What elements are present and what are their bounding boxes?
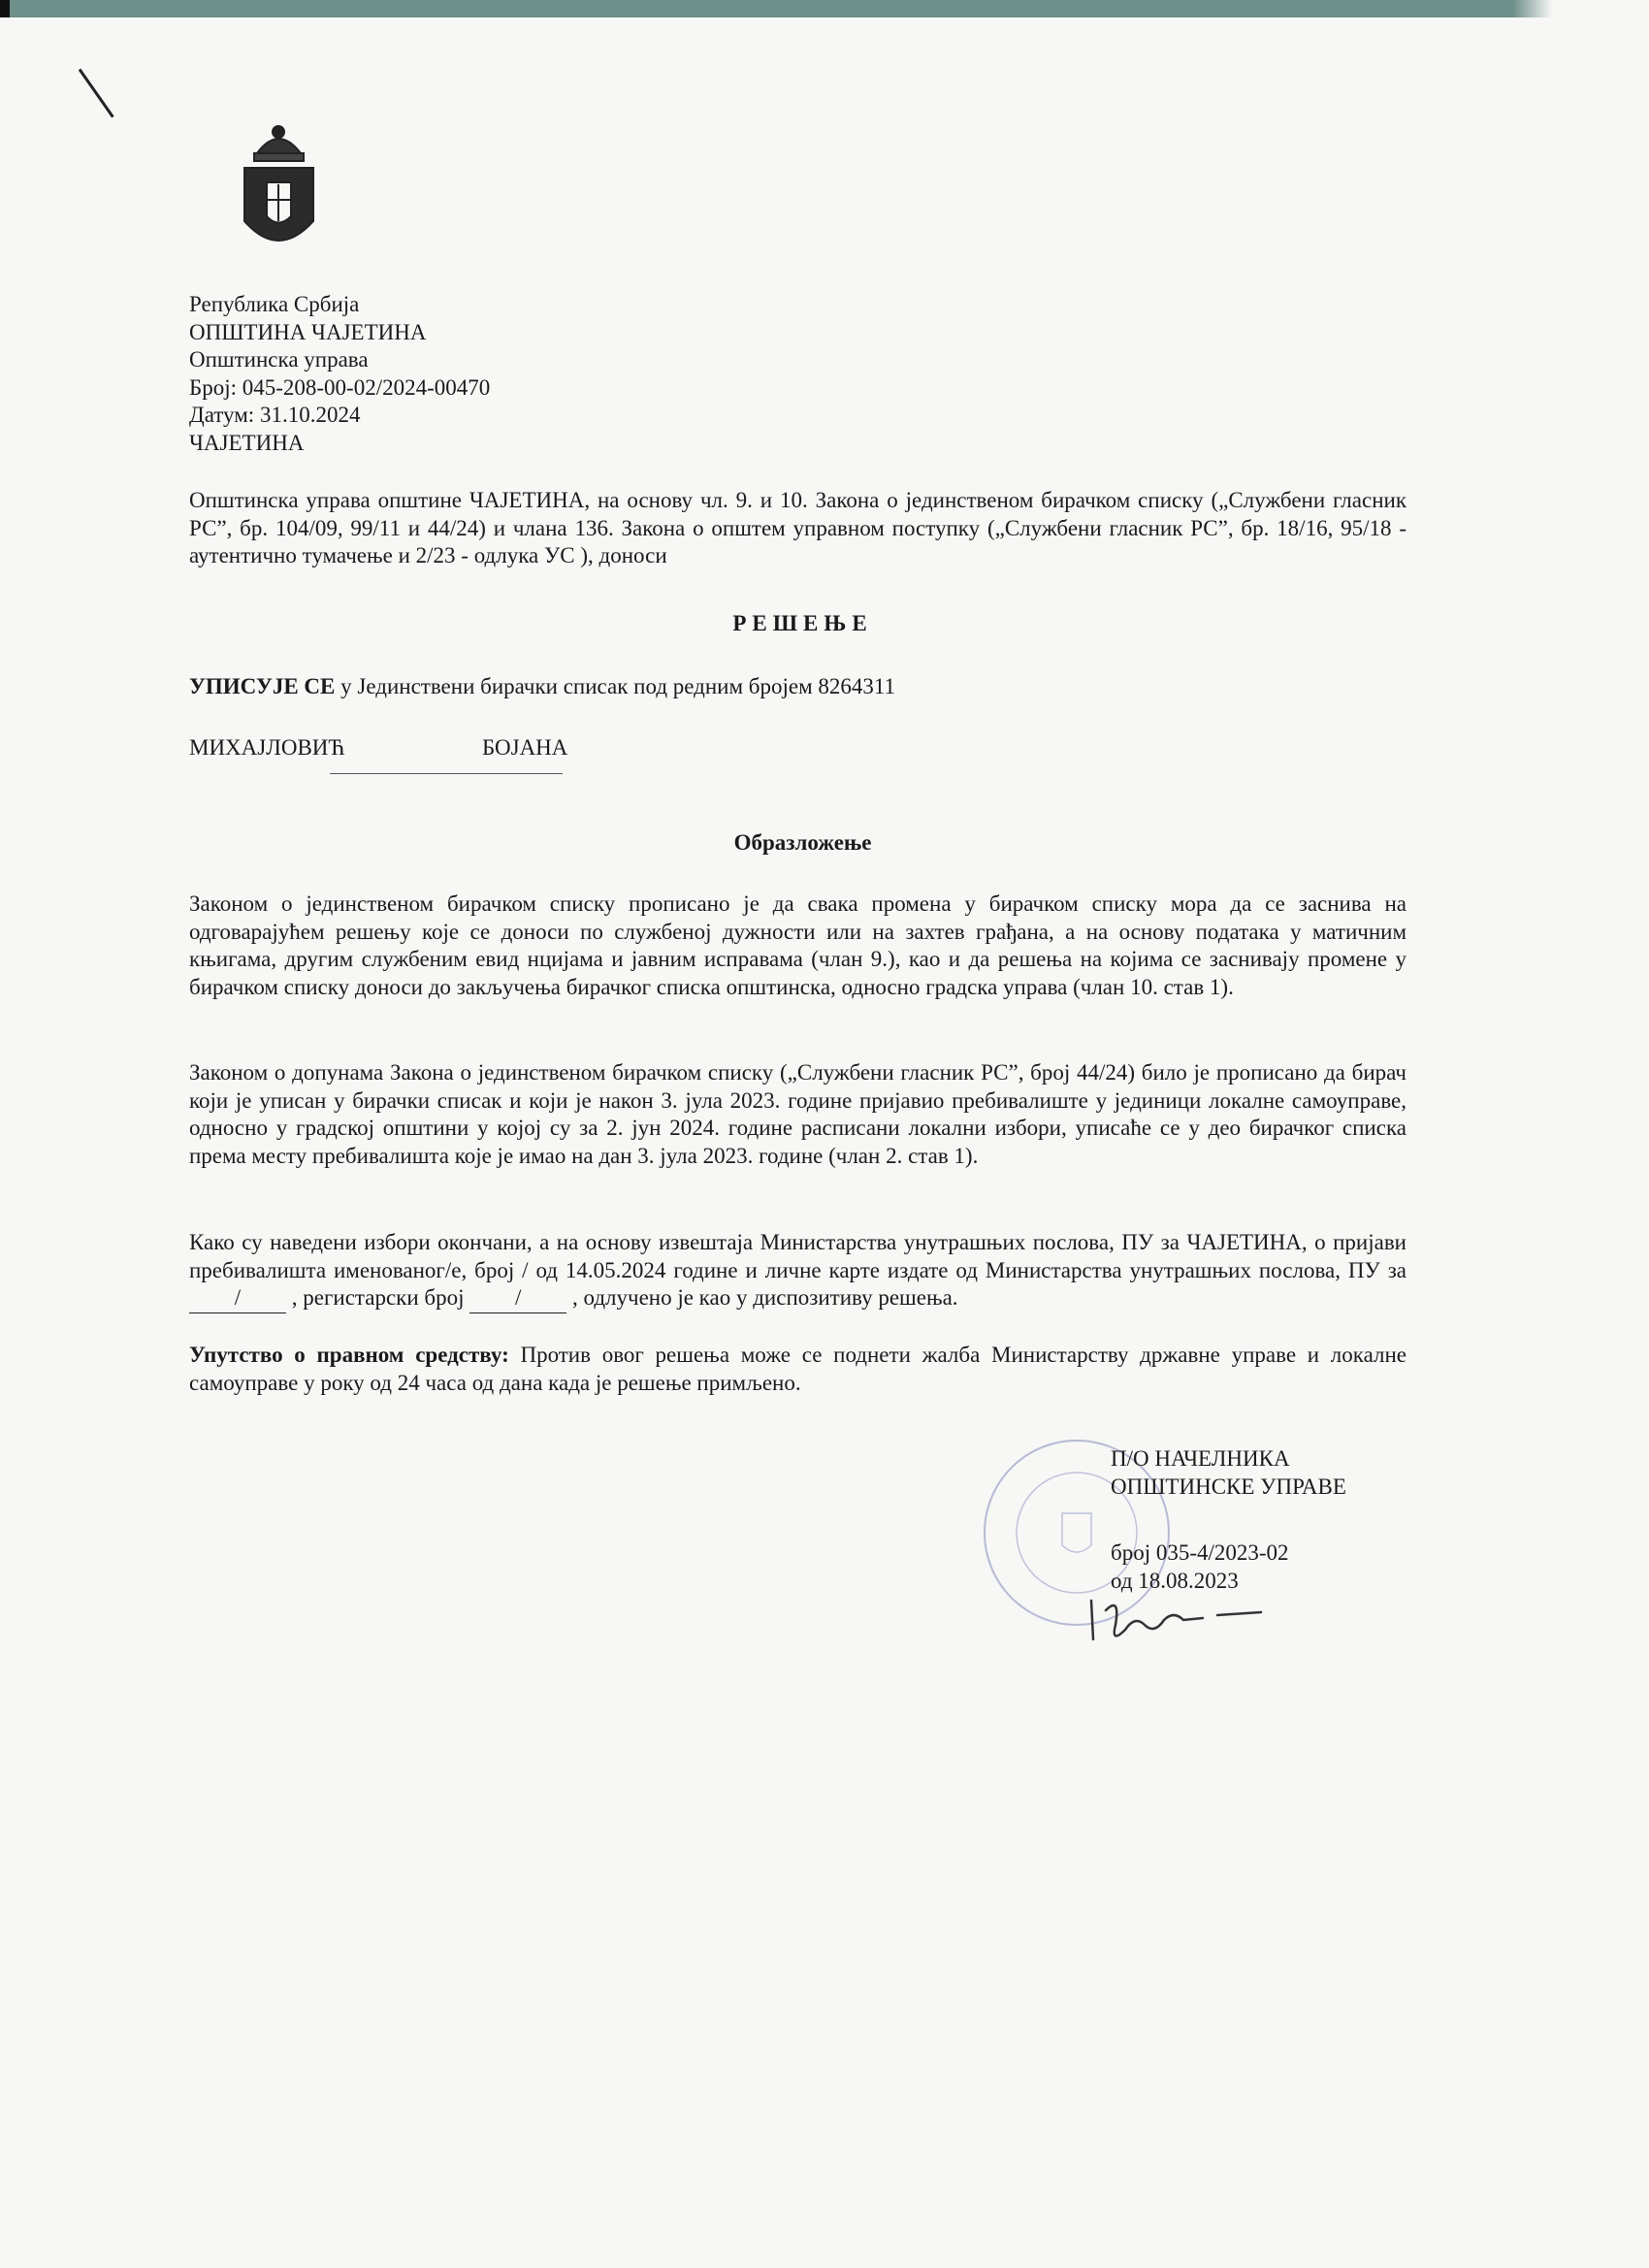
- enroll-statement: [189, 674, 895, 699]
- voter-name: [189, 735, 567, 761]
- header-block: [189, 291, 490, 457]
- legal-remedy-paragraph: [189, 1342, 1406, 1397]
- p3-part-a: Како су наведени избори окончани, а на основу извештаја Министарства унутрашњих послова, ПУ за ЧАЈЕТИНА, о пријави пребивалишта именованог/е, број / од 14.05.2024 године и личне карте издате од Министарства унутрашњих послова, ПУ за: [189, 1230, 1406, 1282]
- signatory-title-1: П/О НАЧЕЛНИКА: [1111, 1446, 1290, 1471]
- scan-mark: [79, 69, 114, 118]
- legal-remedy-label: Упутство о правном средству:: [189, 1343, 509, 1367]
- country-name: Република Србија: [189, 292, 360, 316]
- enroll-text: у Јединствени бирачки списак под редним бројем 8264311: [335, 674, 896, 698]
- enroll-bold: УПИСУЈЕ СЕ: [189, 674, 336, 698]
- reasoning-title: Образложење: [733, 830, 872, 855]
- p3-part-c: , одлучено је као у диспозитиву решења.: [566, 1285, 958, 1310]
- registration-number-blank: /: [469, 1284, 566, 1313]
- document-place: ЧАЈЕТИНА: [189, 430, 305, 455]
- authorization-date: од 18.08.2023: [1111, 1568, 1239, 1593]
- signatory-title-2: ОПШТИНСКЕ УПРАВЕ: [1111, 1474, 1346, 1499]
- document-date: Датум: 31.10.2024: [189, 403, 361, 427]
- p3-part-b: , регистарски број: [286, 1285, 470, 1310]
- reasoning-paragraph-3: [189, 1229, 1406, 1313]
- legal-remedy-text: Против овог решења може се поднети жалба Министарству државне управе и локалне самоуправе у року од 24 часа од дана када је решење примљено.: [189, 1343, 1406, 1395]
- coat-of-arms-icon: [233, 114, 325, 270]
- reasoning-paragraph-1: Законом о јединственом бирачком списку прописано је да свака промена у бирачком списку мора да се заснива на одговарајућем решењу које се доноси по службеној дужности или на захтев грађана, а на основу података у матичним књигама, другим службеним евид нцијама и јавним исправама (члан 9.), као и да решења на којима се заснивају промене у бирачком списку доноси до закључења бирачког списка општинска, односно градска управа (члан 10. став 1).: [189, 891, 1406, 999]
- reasoning-paragraph-2: Законом о допунама Закона о јединственом бирачком списку („Службени гласник РС”, број 44/24) било је прописано да бирач који је уписан у бирачки списак и који је након 3. јула 2023. године пријавио пребивалиште у јединици локалне самоуправе, односно у градској општини у којој су за 2. јун 2024. године расписани локални избори, уписаће се у део бирачког списка према месту пребивалишта које је имао на дан 3. јула 2023. године (члан 2. став 1).: [189, 1060, 1406, 1168]
- decision-title: РЕШЕЊЕ: [732, 611, 873, 635]
- administration-name: Општинска управа: [189, 347, 369, 372]
- voter-given-name: БОЈАНА: [481, 735, 568, 760]
- police-unit-blank: /: [189, 1284, 286, 1313]
- scan-edge-band: [0, 0, 1649, 17]
- document-number: Број: 045-208-00-02/2024-00470: [189, 374, 491, 400]
- preamble: Општинска управа општине ЧАЈЕТИНА, на основу чл. 9. и 10. Закона о јединственом бирачком списку („Службени гласник РС”, бр. 104/09, 99/11 и 44/24) и члана 136. Закона о општем управном поступку („Службени гласник РС”, бр. 18/16, 95/18 - аутентично тумачење и 2/23 - одлука УС ), доноси: [189, 488, 1406, 567]
- authorization-number: број 035-4/2023-02: [1111, 1540, 1289, 1565]
- name-underline: [330, 773, 563, 774]
- voter-surname: МИХАЈЛОВИЋ: [189, 735, 345, 760]
- handwritten-signature-icon: [1082, 1591, 1276, 1649]
- signature-block: [1111, 1445, 1346, 1595]
- municipality-name: ОПШТИНА ЧАЈЕТИНА: [189, 319, 427, 344]
